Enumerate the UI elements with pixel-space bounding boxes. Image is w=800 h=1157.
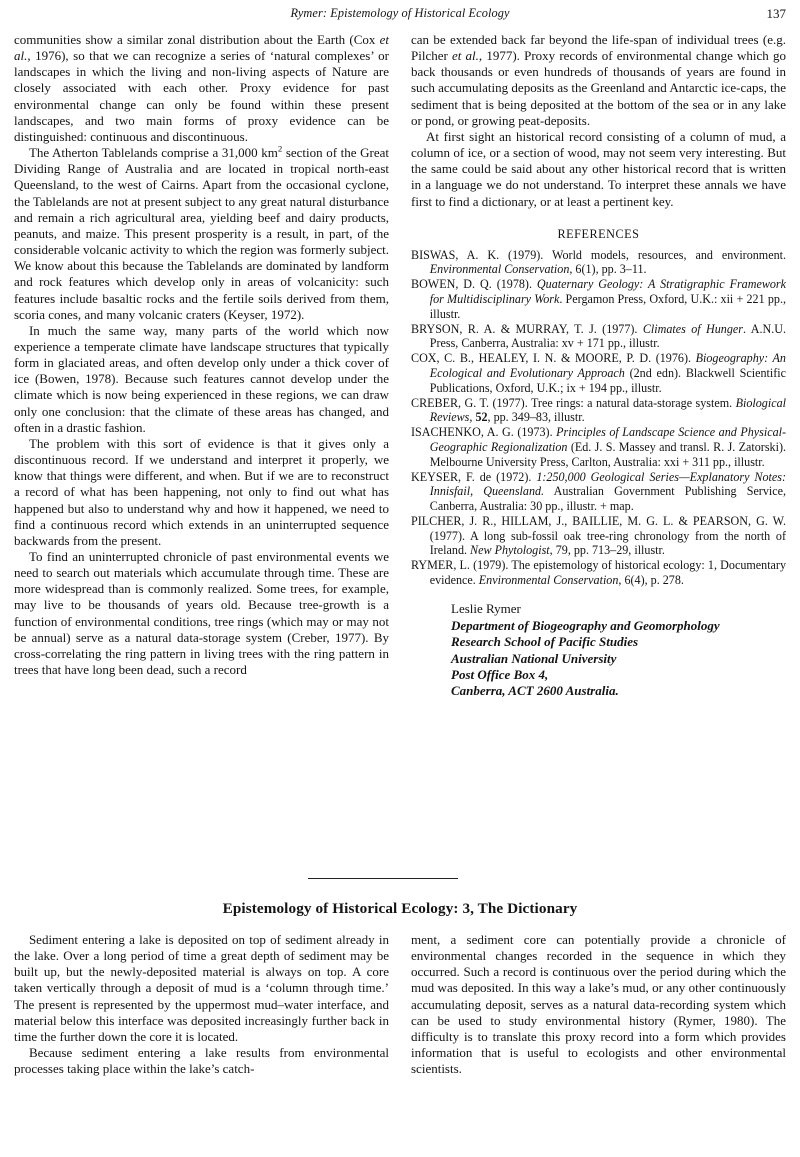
article-1-left-column: [14, 32, 389, 700]
author-address-block: [411, 601, 786, 699]
reference-item: BISWAS, A. K. (1979). World models, resources, and environment. Environmental Conservation, 6(1), pp. 3–11.: [411, 247, 786, 277]
running-head-title: Rymer: Epistemology of Historical Ecology: [290, 6, 510, 20]
body-paragraph: The problem with this sort of evidence is that it gives only a discontinuous record. If we understand and interpret it properly, we know that things were different, and when. But if we are to reconstruct a record of what has been happening, not only to find out what has happened but also to understand why and how it happened, we need to find a continuous record which extends in an uninterrupted sequence backwards from the present.: [14, 435, 389, 548]
body-paragraph: communities show a similar zonal distribution about the Earth (Cox et al., 1976), so that we can recognize a series of ‘natural complexes’ or landscapes in which the living and non-living aspects of Nature are closely associated with each other. Proxy evidence for past environmental change can only be found within these present landscapes, and two main forms of proxy evidence can be distinguished: continuous and discontinuous.: [14, 32, 389, 144]
article-1-right-column: [411, 32, 786, 700]
body-paragraph: can be extended back far beyond the life-span of individual trees (e.g. Pilcher et al., 1977). Proxy records of environmental change which go back thousands or even hundreds of thousands of years are found in such accumulating deposits as the Greenland and Antarctic ice-caps, the sediment that is being deposited at the bottom of the sea or in any lake or pond, or growing peat-deposits.: [411, 32, 786, 128]
running-head: [14, 6, 786, 24]
article-2-title: Epistemology of Historical Ecology: 3, The Dictionary: [222, 900, 578, 917]
references-heading: REFERENCES: [557, 226, 640, 241]
reference-item: BOWEN, D. Q. (1978). Quaternary Geology: A Stratigraphic Framework for Multidisciplinary Work. Pergamon Press, Oxford, U.K.: xii + 221 pp., illustr.: [411, 277, 787, 321]
body-paragraph: At first sight an historical record consisting of a column of mud, a column of ice, or a section of wood, may not seem very interesting. But the same could be said about any other historical record that is written in a language we do not understand. To interpret these annals we have first to find a dictionary, or at least a pertinent key.: [411, 128, 786, 209]
reference-item: RYMER, L. (1979). The epistemology of historical ecology: 1, Documentary evidence. Environmental Conservation, 6(4), p. 278.: [411, 558, 786, 587]
body-paragraph: Sediment entering a lake is deposited on top of sediment already in the lake. Over a long period of time a great depth of sediment may be built up, but the newly-deposited material is always on top. A core taken vertically through a deposit of mud is a ‘column through time.’ The present is represented by the uppermost mud–water interface, and material below this interface was deposited increasingly further back in time the further down the core it is located.: [14, 932, 389, 1044]
page-number: 137: [766, 6, 786, 21]
reference-item: CREBER, G. T. (1977). Tree rings: a natural data-storage system. Biological Reviews, 52, pp. 349–83, illustr.: [411, 395, 786, 425]
article-1-columns: [14, 32, 786, 700]
address-line: Canberra, ACT 2600 Australia.: [451, 683, 619, 699]
address-line: Australian National University: [451, 650, 617, 666]
reference-item: PILCHER, J. R., HILLAM, J., BAILLIE, M. G. L. & PEARSON, G. W. (1977). A long sub-fossil oak tree-ring chronology from the north of Ireland. New Phytologist, 79, pp. 713–29, illustr.: [411, 513, 786, 558]
article-2-left-column: [14, 932, 389, 1077]
reference-item: COX, C. B., HEALEY, I. N. & MOORE, P. D. (1976). Biogeography: An Ecological and Evolutionary Approach (2nd edn). Blackwell Scientific Publications, Oxford, U.K.; ix + 194 pp., illustr.: [411, 351, 786, 395]
body-paragraph: To find an uninterrupted chronicle of past environmental events we need to search out materials which accumulate through time. These are more widespread than is commonly realized. Some trees, for example, may live to be thousands of years old. Because tree-growth is a function of environmental conditions, tree rings (which may or may not be annual) serve as a natural data-storage system (Creber, 1977). By cross-correlating the ring pattern in living trees with the ring pattern in trees that have long been dead, such a record: [14, 549, 389, 678]
body-paragraph: Because sediment entering a lake results from environmental processes taking place within the lake’s catch-: [14, 1045, 389, 1077]
address-line: Post Office Box 4,: [451, 667, 549, 682]
address-line: Department of Biogeography and Geomorphology: [451, 617, 720, 633]
article-2-columns: [14, 932, 786, 1077]
body-paragraph: In much the same way, many parts of the world which now experience a temperate climate have landscape structures that typically form in glaciated areas, and often develop only under a thick cover of ice (Bowen, 1978). Because such features cannot develop under the climate which is now being experienced in these regions, we can draw only one conclusion: that the climate of these areas has changed, and often in a drastic fashion.: [14, 322, 389, 435]
references-list: [411, 248, 786, 588]
article-2-right-column: [411, 932, 786, 1077]
reference-item: BRYSON, R. A. & MURRAY, T. J. (1977). Climates of Hunger. A.N.U. Press, Canberra, Australia: xv + 171 pp., illustr.: [411, 321, 787, 351]
address-line: Research School of Pacific Studies: [451, 634, 639, 650]
reference-item: ISACHENKO, A. G. (1973). Principles of Landscape Science and Physical-Geographic Regionalization (Ed. J. S. Massey and transl. R. J. Zatorski). Melbourne University Press, Carlton, Australia: xxi + 311 pp., illustr.: [411, 425, 787, 469]
body-paragraph: ment, a sediment core can potentially provide a chronicle of environmental changes recorded in the sequence in which they occurred. Such a record is continuous over the period during which the mud was deposited. In this way a lake’s mud, or any other continuously accumulating deposit, serves as a natural data-recording system which can be used to study environmental history (Rymer, 1980). The difficulty is to translate this proxy record into a form which provides information that is useful to ecologists and other environmental scientists.: [411, 932, 786, 1077]
reference-item: KEYSER, F. de (1972). 1:250,000 Geological Series—Explanatory Notes: Innisfail, Queensland. Australian Government Publishing Service, Canberra, Australia: 30 pp., illustr. + map.: [411, 469, 787, 513]
body-paragraph: The Atherton Tablelands comprise a 31,000 $km^2$ section of the Great Dividing Range of Australia and are located in tropical north-east Queensland, to the west of Cairns. Apart from the occasional cyclone, the Tablelands are not at present subject to any great natural disturbance and remain a rich agricultural area, yielding beef and dairy products, peanuts, and maize. This present prosperity is a result, in part, of the considerable volcanic activity to which the region was formerly subject. We know about this because the Tablelands are dominated by landform and rock features which develop only in areas of volcanicity: such features include basaltic rocks and the fertile soils derived from them, scoria cones, and many volcanic craters (Keyser, 1972).: [14, 143, 389, 322]
author-name: Leslie Rymer: [451, 601, 521, 617]
section-divider-rule: [308, 878, 458, 879]
